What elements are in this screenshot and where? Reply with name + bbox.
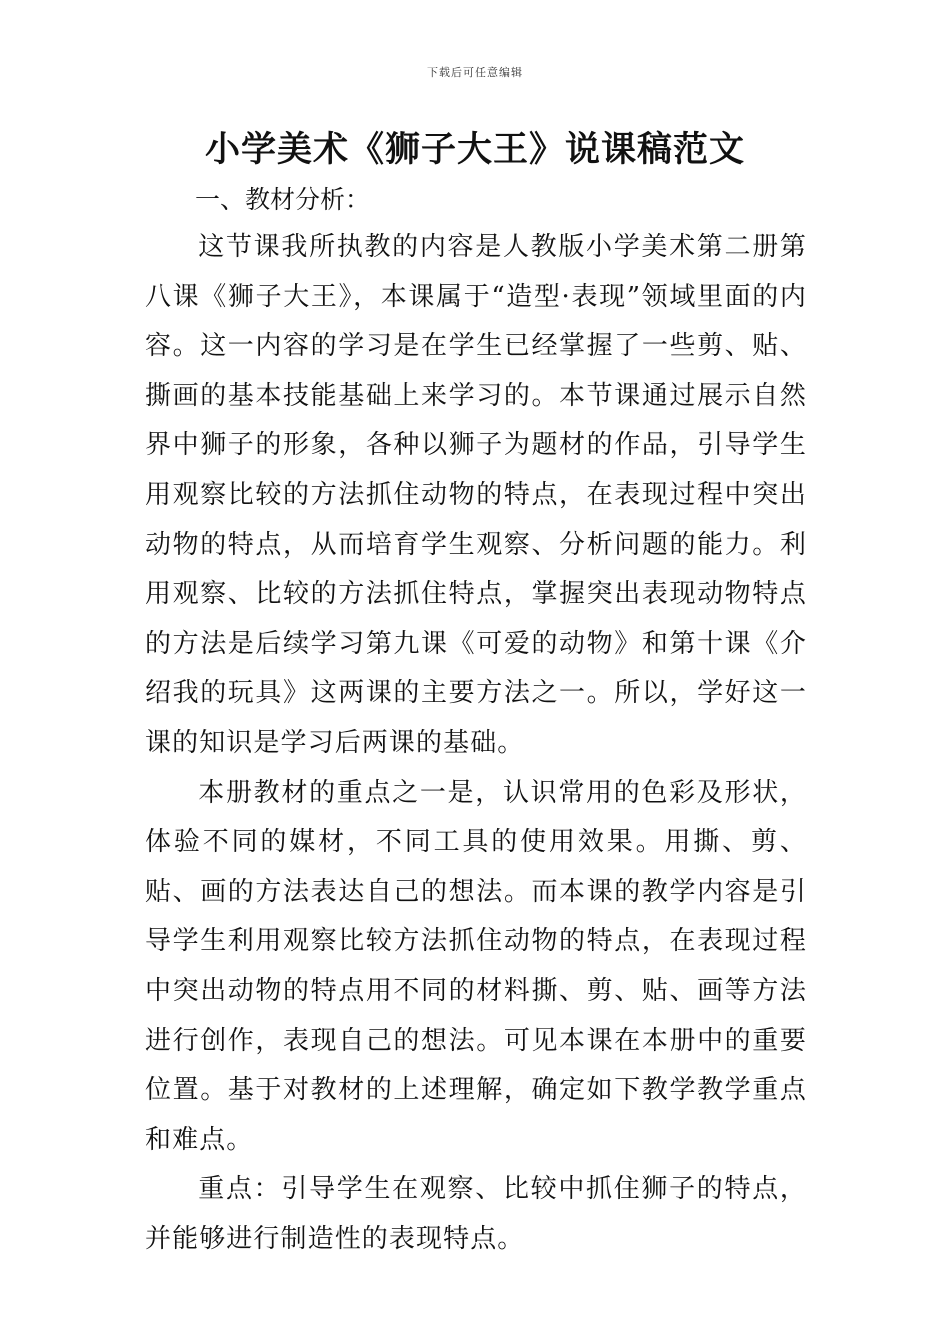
paragraph-textbook-focus: 本册教材的重点之一是，认识常用的色彩及形状，体验不同的媒材，不同工具的使用效果。用撕、剪、贴、画的方法表达自己的想法。而本课的教学内容是引导学生利用观察比较方法抓住动物的特点，在表现过程中突出动物的特点用不同的材料撕、剪、贴、画等方法进行创作，表现自己的想法。可见本课在本册中的重要位置。基于对教材的上述理解，确定如下教学教学重点和难点。: [145, 777, 807, 1155]
document-title: 小学美术《狮子大王》说课稿范文: [204, 130, 745, 170]
document-body: [145, 223, 807, 1264]
page-header-note: 下载后可任意编辑: [427, 66, 523, 79]
section-heading: 一、教材分析：: [195, 185, 371, 214]
paragraph-key-point: 重点：引导学生在观察、比较中抓住狮子的特点，并能够进行制造性的表现特点。: [145, 1174, 807, 1254]
paragraph-textbook-analysis: 这节课我所执教的内容是人教版小学美术第二册第八课《狮子大王》，本课属于“造型·表现”领域里面的内容。这一内容的学习是在学生已经掌握了一些剪、贴、撕画的基本技能基础上来学习的。本节课通过展示自然界中狮子的形象，各种以狮子为题材的作品，引导学生用观察比较的方法抓住动物的特点，在表现过程中突出动物的特点，从而培育学生观察、分析问题的能力。利用观察、比较的方法抓住特点，掌握突出表现动物特点的方法是后续学习第九课《可爱的动物》和第十课《介绍我的玩具》这两课的主要方法之一。所以，学好这一课的知识是学习后两课的基础。: [145, 232, 807, 758]
